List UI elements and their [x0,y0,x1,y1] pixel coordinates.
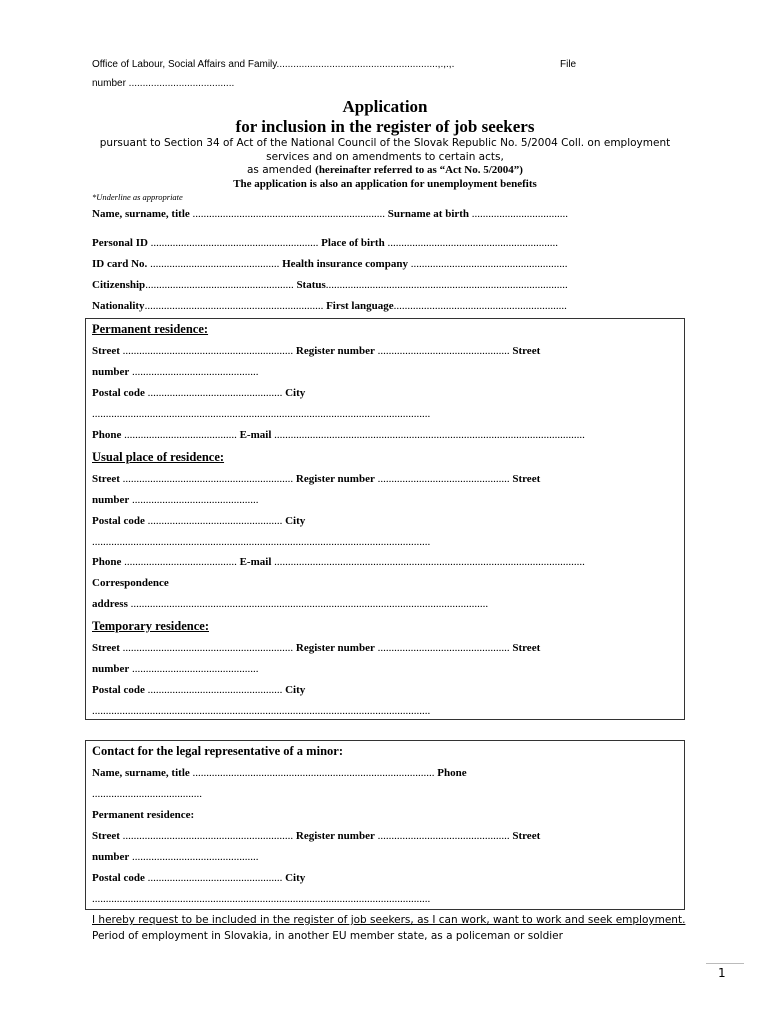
legal-rep-box [85,740,685,910]
street-label: Street [512,642,541,654]
citizenship-label: Citizenship [92,279,146,291]
nationality-label: Nationality [92,300,145,312]
file-label: File [560,59,577,70]
name-label: Name, surname, title [92,208,190,220]
status-label: Status [296,279,326,291]
usual-number-field[interactable]: .............................................. [129,494,259,506]
perm-number-row [92,366,259,378]
usual-register-field[interactable]: ................................................ [374,473,513,485]
name-label: Name, surname, title [92,767,190,779]
number-label: number [92,494,130,506]
legal-rep-name-row [92,767,467,779]
usual-city-field[interactable]: ........................................................................................................................... [92,536,431,548]
register-number-label: Register number [295,830,375,842]
health-insurance-field[interactable]: ......................................................... [407,258,568,270]
usual-residence-heading: Usual place of residence: [92,450,225,464]
register-number-label: Register number [295,345,375,357]
street-label: Street [92,642,120,654]
street-label: Street [512,473,541,485]
amended-bold: (hereinafter referred to as “Act No. 5/2004”) [315,164,523,176]
perm-street-row [92,345,540,357]
street-label: Street [92,830,120,842]
citizenship-field[interactable]: ...................................................... [145,279,297,291]
first-language-field[interactable]: ............................................................... [393,300,567,312]
row-citizenship [92,279,568,291]
surname-birth-field[interactable]: ................................... [469,208,569,220]
postal-code-label: Postal code [92,872,145,884]
correspondence-label: Correspondence [92,577,169,589]
postal-code-label: Postal code [92,515,145,527]
city-label: City [285,515,306,527]
number-label: number [92,851,130,863]
email-label: E-mail [239,429,272,441]
legal-rep-register-field[interactable]: ................................................ [374,830,513,842]
temp-street-field[interactable]: .............................................................. [119,642,296,654]
city-label: City [285,872,306,884]
perm-postal-field[interactable]: ................................................. [144,387,286,399]
correspondence-address-field[interactable]: .................................................................................................................................. [127,598,489,610]
number-label: number [92,366,130,378]
perm-email-field[interactable]: ................................................................................................................. [271,429,585,441]
phone-label: Phone [92,429,122,441]
temp-postal-field[interactable]: ................................................. [144,684,286,696]
perm-street-field[interactable]: .............................................................. [119,345,296,357]
request-statement: I hereby request to be included in the register of job seekers, as I can work, want to work and seek employment. [92,914,686,926]
register-number-label: Register number [295,473,375,485]
usual-street-field[interactable]: .............................................................. [119,473,296,485]
legal-rep-permanent-label: Permanent residence: [92,809,195,821]
street-label: Street [92,345,120,357]
amended-prefix: as amended [247,164,316,176]
usual-phone-row [92,556,585,568]
temporary-residence-heading: Temporary residence: [92,619,209,633]
employment-period-line: Period of employment in Slovakia, in another EU member state, as a policeman or soldier [92,930,563,942]
legal-rep-postal-row [92,872,305,884]
usual-street-row [92,473,540,485]
perm-register-field[interactable]: ................................................ [374,345,513,357]
usual-postal-row [92,515,305,527]
temp-postal-row [92,684,305,696]
permanent-residence-heading: Permanent residence: [92,322,209,336]
phone-label: Phone [437,767,467,779]
number-label: number [92,663,130,675]
usual-email-field[interactable]: ................................................................................................................. [271,556,585,568]
page-number-rule [706,963,744,964]
temp-street-row [92,642,540,654]
postal-code-label: Postal code [92,684,145,696]
surname-birth-label: Surname at birth [387,208,470,220]
file-number-line: number ...................................... [92,78,235,89]
street-label: Street [92,473,120,485]
usual-number-row [92,494,259,506]
email-label: E-mail [239,556,272,568]
temp-number-row [92,663,259,675]
benefits-line: The application is also an application for unemployment benefits [233,178,537,190]
place-birth-field[interactable]: .............................................................. [384,237,558,249]
name-field[interactable]: ...................................................................... [189,208,388,220]
legal-rep-heading: Contact for the legal representative of a minor: [92,744,343,758]
title-register: for inclusion in the register of job seekers [235,117,535,136]
city-label: City [285,387,306,399]
legal-rep-name-field[interactable]: ........................................................................................ [189,767,438,779]
street-label: Street [512,830,541,842]
pursuant-line-1: pursuant to Section 34 of Act of the National Council of the Slovak Republic No. 5/2004 Coll. on employment [99,137,671,149]
row-id-card [92,258,567,270]
id-card-label: ID card No. [92,258,148,270]
temp-city-field[interactable]: ........................................................................................................................... [92,705,431,717]
perm-phone-row [92,429,585,441]
legal-rep-phone-field[interactable]: ........................................ [92,788,202,800]
amended-line [0,164,770,176]
perm-city-field[interactable]: ........................................................................................................................... [92,408,431,420]
office-line: Office of Labour, Social Affairs and Family..........................................................,.,.,. [92,59,455,70]
temp-number-field[interactable]: .............................................. [129,663,259,675]
row-personal-id [92,237,558,249]
perm-phone-field[interactable]: ......................................... [121,429,240,441]
pursuant-line-2: services and on amendments to certain acts, [266,151,504,163]
row-nationality [92,300,567,312]
usual-phone-field[interactable]: ......................................... [121,556,240,568]
id-card-field[interactable]: ............................................... [147,258,283,270]
correspondence-address-row [92,598,488,610]
nationality-field[interactable]: ................................................................. [144,300,327,312]
temp-register-field[interactable]: ................................................ [374,642,513,654]
usual-postal-field[interactable]: ................................................. [144,515,286,527]
underline-note: *Underline as appropriate [92,192,183,202]
legal-rep-number-row [92,851,259,863]
legal-rep-city-field[interactable]: ........................................................................................................................... [92,893,431,905]
register-number-label: Register number [295,642,375,654]
address-label: address [92,598,128,610]
page-number: 1 [718,966,726,980]
perm-number-field[interactable]: .............................................. [129,366,259,378]
legal-rep-street-field[interactable]: .............................................................. [119,830,296,842]
perm-postal-row [92,387,305,399]
legal-rep-street-row [92,830,540,842]
title-application: Application [342,97,428,116]
legal-rep-number-field[interactable]: .............................................. [129,851,259,863]
place-birth-label: Place of birth [321,237,385,249]
postal-code-label: Postal code [92,387,145,399]
phone-label: Phone [92,556,122,568]
row-name [92,208,568,220]
first-language-label: First language [326,300,394,312]
health-insurance-label: Health insurance company [282,258,408,270]
city-label: City [285,684,306,696]
personal-id-label: Personal ID [92,237,148,249]
status-field[interactable]: ........................................................................................ [325,279,568,291]
personal-id-field[interactable]: ............................................................. [147,237,322,249]
legal-rep-postal-field[interactable]: ................................................. [144,872,286,884]
street-label: Street [512,345,541,357]
